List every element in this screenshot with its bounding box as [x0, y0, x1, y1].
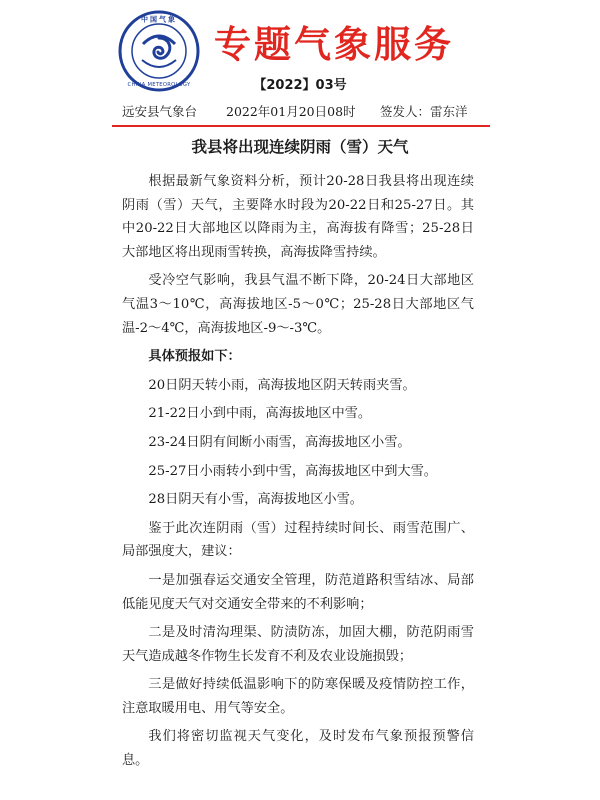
banner-title: 专题气象服务 [214, 23, 454, 66]
paragraph-suggestion-intro: 鉴于此次连阴雨（雪）过程持续时间长、雨雪范围广、局部强度大，建议： [122, 520, 474, 560]
red-divider [112, 125, 490, 127]
forecast-item: 23-24日阴有间断小雨雪，高海拔地区小雪。 [148, 434, 411, 450]
suggestion-item: 三是做好持续低温影响下的防寒保暖及疫情防控工作，注意取暖用电、用气等安全。 [122, 677, 474, 716]
logo-text: CHINA METEOROLOGY [127, 82, 191, 88]
issue-datetime: 2022年01月20日08时 [226, 104, 356, 119]
issue-number: 【2022】03号 [253, 78, 347, 93]
section-heading: 具体预报如下： [148, 349, 241, 365]
paragraph-temperature: 受冷空气影响，我县气温不断下降，20-24日大部地区气温3～10℃，高海拔地区-5～0℃；25-28日大部地区气温-2～4℃，高海拔地区-9～-3℃。 [122, 273, 474, 336]
forecast-item: 21-22日小到中雨，高海拔地区中雪。 [148, 406, 372, 422]
page-title: 我县将出现连续阴雨（雪）天气 [191, 138, 409, 156]
forecast-item: 25-27日小雨转小到中雪，高海拔地区中到大雪。 [148, 463, 437, 479]
paragraph-forecast-overview: 根据最新气象资料分析，预计20-28日我县将出现连续阴雨（雪）天气，主要降水时段为20-22日和25-27日。其中20-22日大部地区以降雨为主，高海拔有降雪；25-28日大部地区将出现雨雪转换，高海拔降雪持续。 [122, 174, 474, 260]
svg-text:中国气象: 中国气象 [141, 15, 177, 24]
forecast-item: 20日阴天转小雨，高海拔地区阴天转雨夹雪。 [148, 377, 416, 393]
forecast-item: 28日阴天有小雪，高海拔地区小雪。 [148, 492, 363, 508]
signer: 签发人：雷东洋 [380, 104, 468, 119]
suggestion-item: 一是加强春运交通安全管理，防范道路积雪结冰、局部低能见度天气对交通安全带来的不利影响； [122, 572, 474, 612]
document-body [122, 170, 474, 778]
paragraph-closing: 我们将密切监视天气变化，及时发布气象预报预警信息。 [122, 729, 474, 769]
suggestion-item: 二是及时清沟理渠、防渍防冻，加固大棚，防范阴雨雪天气造成越冬作物生长发育不利及农业设施损毁； [122, 625, 474, 664]
issuing-station: 远安县气象台 [122, 104, 198, 119]
